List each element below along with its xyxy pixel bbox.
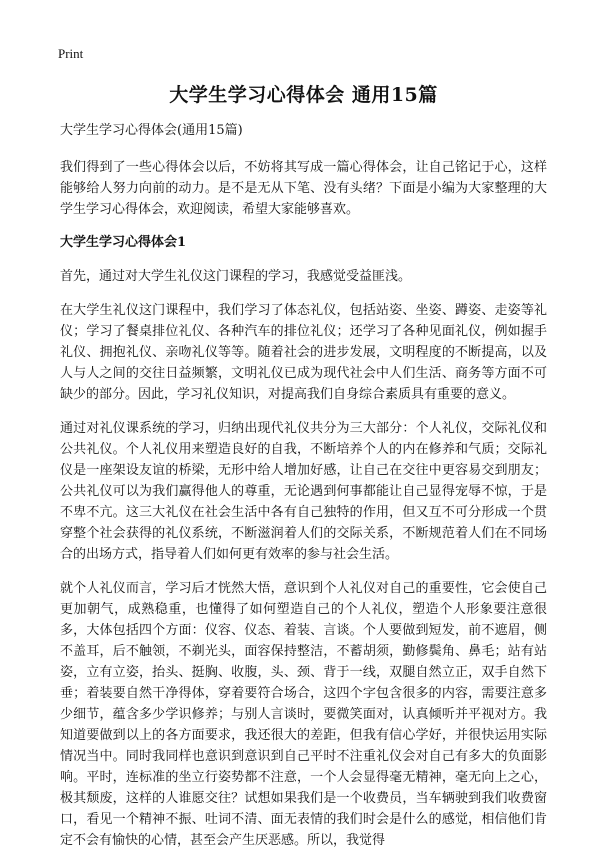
intro-paragraph: 我们得到了一些心得体会以后，不妨将其写成一篇心得体会，让自己铭记于心，这样能够给人努力向前的动力。是不是无从下笔、没有头绪？下面是小编为大家整理的大学生学习心得体会，欢迎阅读，希望大家能够喜欢。 [60, 160, 547, 217]
body-paragraph-4: 就个人礼仪而言，学习后才恍然大悟，意识到个人礼仪对自己的重要性，它会使自己更加朝气，成熟稳重，也懂得了如何塑造自己的个人礼仪，塑造个人形象要注意很多，大体包括四个方面：仪容、仪态、着装、言谈。个人要做到短发，前不遮眉，侧不盖耳，后不触领，不剃光头，面容保持整洁，不蓄胡须，勤修鬓角、鼻毛；站有站姿，立有立姿，抬头、挺胸、收腹，头、颈、背于一线，双腿自然立正，双手自然下垂；着装要自然干净得体，穿着要符合场合，这四个字包含很多的内容，需要注意多少细节，蕴含多少学识修养；与别人言谈时，要微笑面对，认真倾听并平视对方。我知道要做到以上的各方面要求，我还很大的差距，但我有信心学好，并很快运用实际情况当中。同时我同样也意识到意识到自己平时不注重礼仪会对自己有多大的负面影响。平时，连标准的坐立行姿势都不注意，一个人会显得毫无精神，毫无向上之心，极其颓废，这样的人谁愿交往？试想如果我们是一个收费员，当车辆驶到我们收费窗口，看见一个精神不振、吐词不清、面无表情的我们时会是什么的感觉，相信他们肯定不会有愉快的心情，甚至会产生厌恶感。所以，我觉得 [60, 581, 547, 848]
body-paragraph-1: 首先，通过对大学生礼仪这门课程的学习，我感觉受益匪浅。 [60, 269, 412, 284]
document-body [60, 80, 547, 864]
page-title: 大学生学习心得体会 通用15篇 [169, 84, 438, 106]
section-heading: 大学生学习心得体会1 [60, 235, 187, 250]
body-paragraph-2: 在大学生礼仪这门课程中，我们学习了体态礼仪，包括站姿、坐姿、蹲姿、走姿等礼仪；学习了餐桌排位礼仪、各种汽车的排位礼仪；还学习了各种见面礼仪，例如握手礼仪、拥抱礼仪、亲吻礼仪等等。随着社会的进步发展，文明程度的不断提高，以及人与人之间的交往日益频繁，文明礼仪已成为现代社会中人们生活、商务等方面不可缺少的部分。因此，学习礼仪知识，对提高我们自身综合素质具有重要的意义。 [60, 303, 547, 402]
print-link[interactable]: Print [58, 46, 84, 61]
document-subtitle: 大学生学习心得体会(通用15篇) [60, 123, 243, 138]
body-paragraph-3: 通过对礼仪课系统的学习，归纳出现代礼仪共分为三大部分：个人礼仪，交际礼仪和公共礼仪。个人礼仪用来塑造良好的自我，不断培养个人的内在修养和气质；交际礼仪是一座架设友谊的桥梁，无形中给人增加好感，让自己在交往中更容易交到朋友；公共礼仪可以为我们赢得他人的尊重，无论遇到何事都能让自己显得宠辱不惊，于是不卑不亢。这三大礼仪在社会生活中各有自己独特的作用，但又互不可分形成一个贯穿整个社会获得的礼仪系统，不断滋润着人们的交际关系，不断规范着人们在不同场合的出场方式，指导着人们如何更有效率的参与社会生活。 [60, 421, 547, 562]
